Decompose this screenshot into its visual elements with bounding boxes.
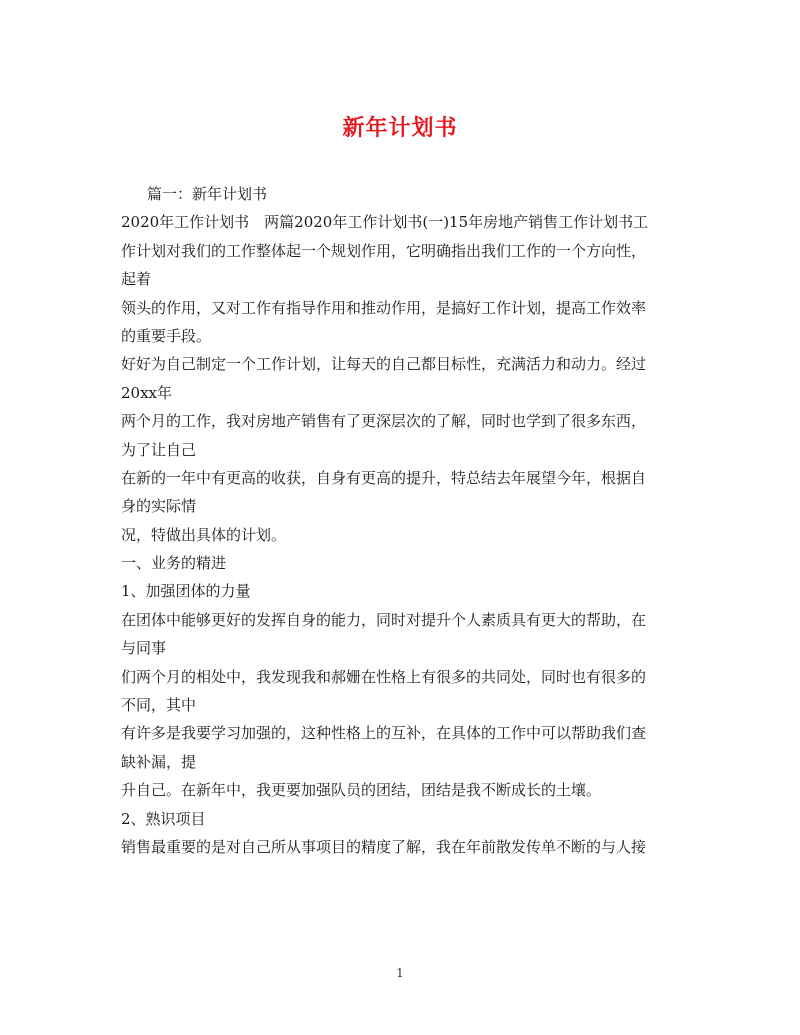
item-heading: 1、加强团体的力量 (121, 582, 251, 601)
subsection-heading: 一、业务的精进 (121, 554, 227, 573)
body-line: 2020年工作计划书 两篇2020年工作计划书(一)15年房地产销售工作计划书工 (121, 213, 649, 232)
body-line: 缺补漏，提 (121, 752, 197, 771)
body-line: 有许多是我要学习加强的，这种性格上的互补，在具体的工作中可以帮助我们查 (121, 724, 647, 743)
body-line: 两个月的工作，我对房地产销售有了更深层次的了解，同时也学到了很多东西， (121, 412, 647, 431)
body-line: 的重要手段。 (121, 326, 212, 345)
body-line: 在团体中能够更好的发挥自身的能力，同时对提升个人素质具有更大的帮助，在 (121, 610, 647, 629)
body-line: 为了让自己 (121, 440, 197, 459)
body-line: 在新的一年中有更高的收获，自身有更高的提升，特总结去年展望今年，根据自 (121, 468, 647, 487)
body-line: 起着 (121, 270, 152, 289)
body-line: 作计划对我们的工作整体起一个规划作用，它明确指出我们工作的一个方向性， (121, 241, 647, 260)
document-body (121, 180, 681, 861)
body-line: 升自己。在新年中，我更要加强队员的团结，团结是我不断成长的土壤。 (121, 781, 602, 800)
body-line: 销售最重要的是对自己所从事项目的精度了解，我在年前散发传单不断的与人接 (121, 837, 647, 856)
body-line: 20xx年 (121, 383, 173, 402)
body-line: 们两个月的相处中，我发现我和郝姗在性格上有很多的共同处，同时也有很多的 (121, 667, 647, 686)
body-line: 不同，其中 (121, 696, 197, 715)
body-line: 身的实际情 (121, 497, 197, 516)
body-line: 领头的作用，又对工作有指导作用和推动作用，是搞好工作计划，提高工作效率 (121, 298, 647, 317)
document-title: 新年计划书 (342, 115, 458, 141)
body-line: 好好为自己制定一个工作计划，让每天的自己都目标性，充满活力和动力。经过 (121, 355, 647, 374)
item-heading: 2、熟识项目 (121, 809, 206, 828)
body-line: 与同事 (121, 639, 167, 658)
body-line: 况，特做出具体的计划。 (121, 525, 287, 544)
section-heading: 篇一：新年计划书 (147, 185, 268, 203)
page-number: 1 (396, 966, 404, 980)
